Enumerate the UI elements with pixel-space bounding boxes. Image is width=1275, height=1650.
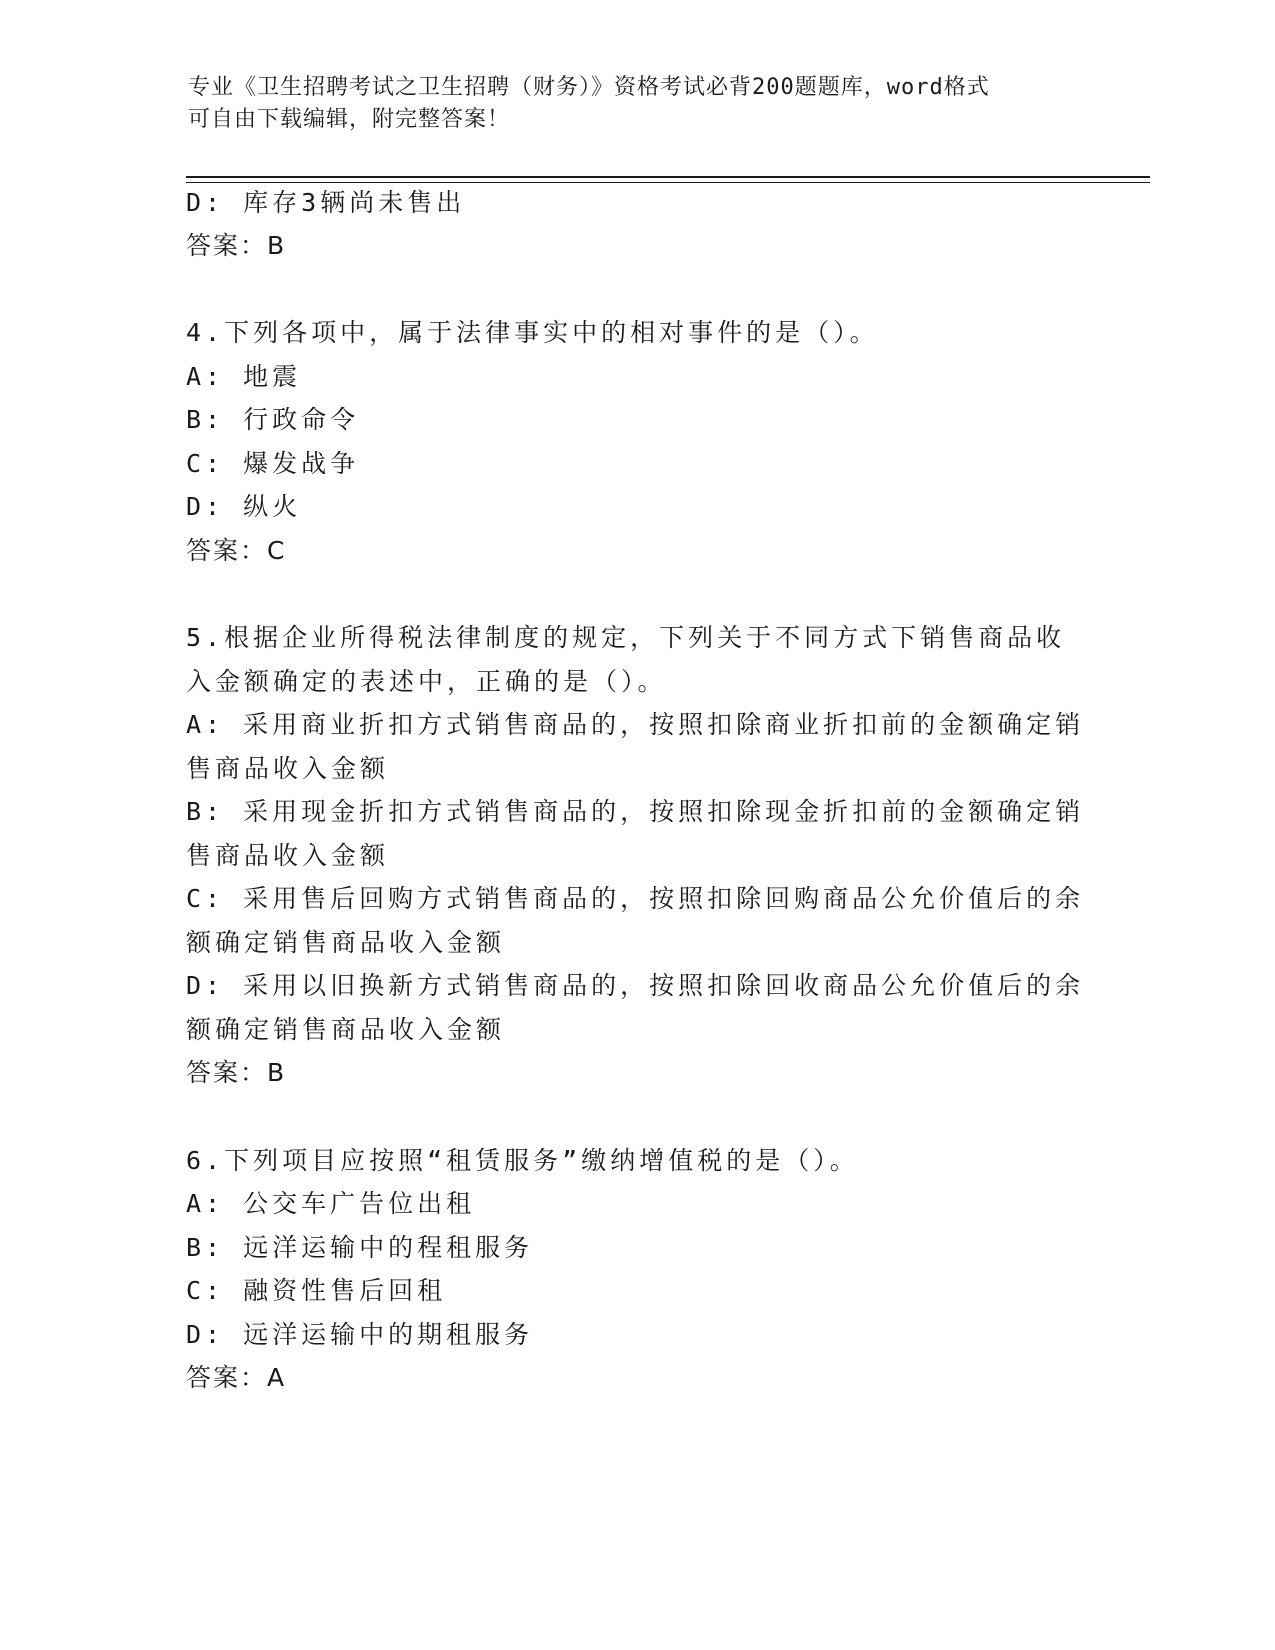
- q6-option-c: C: 融资性售后回租: [186, 1276, 447, 1305]
- document-header: [188, 72, 1068, 136]
- q5-option-c-line-1: C: 采用售后回购方式销售商品的，按照扣除回购商品公允价值后的余: [186, 884, 1085, 913]
- q6-answer: 答案：A: [186, 1363, 287, 1392]
- q3-option-d: D: 库存3辆尚未售出: [186, 188, 466, 217]
- header-line-1: 专业《卫生招聘考试之卫生招聘（财务）》资格考试必背200题题库，word格式: [188, 75, 990, 100]
- q4-question: 4.下列各项中，属于法律事实中的相对事件的是（）。: [186, 318, 879, 347]
- q4-option-b: B: 行政命令: [186, 405, 360, 434]
- header-divider-thin: [186, 182, 1150, 183]
- q5-question-line-2: 入金额确定的表述中，正确的是（）。: [186, 667, 667, 696]
- q6-question: 6.下列项目应按照“租赁服务”缴纳增值税的是（）。: [186, 1146, 859, 1175]
- header-divider-thick: [186, 176, 1150, 178]
- q4-option-d: D: 纵火: [186, 492, 302, 521]
- header-line-2: 可自由下载编辑，附完整答案！: [188, 107, 511, 132]
- q5-answer: 答案：B: [186, 1058, 287, 1087]
- q5-option-d-line-2: 额确定销售商品收入金额: [186, 1015, 506, 1044]
- q6-option-b: B: 远洋运输中的程租服务: [186, 1233, 534, 1262]
- q5-option-b-line-1: B: 采用现金折扣方式销售商品的，按照扣除现金折扣前的金额确定销: [186, 797, 1085, 826]
- q4-option-c: C: 爆发战争: [186, 449, 360, 478]
- q5-option-a-line-1: A: 采用商业折扣方式销售商品的，按照扣除商业折扣前的金额确定销: [186, 710, 1085, 739]
- q5-option-b-line-2: 售商品收入金额: [186, 841, 390, 870]
- q6-option-a: A: 公交车广告位出租: [186, 1189, 476, 1218]
- q5-option-d-line-1: D: 采用以旧换新方式销售商品的，按照扣除回收商品公允价值后的余: [186, 971, 1085, 1000]
- q4-option-a: A: 地震: [186, 362, 302, 391]
- q4-answer: 答案：C: [186, 536, 287, 565]
- q5-question-line-1: 5.根据企业所得税法律制度的规定，下列关于不同方式下销售商品收: [186, 623, 1066, 652]
- q5-option-c-line-2: 额确定销售商品收入金额: [186, 928, 506, 957]
- q3-answer: 答案：B: [186, 231, 287, 260]
- q5-option-a-line-2: 售商品收入金额: [186, 754, 390, 783]
- q6-option-d: D: 远洋运输中的期租服务: [186, 1320, 534, 1349]
